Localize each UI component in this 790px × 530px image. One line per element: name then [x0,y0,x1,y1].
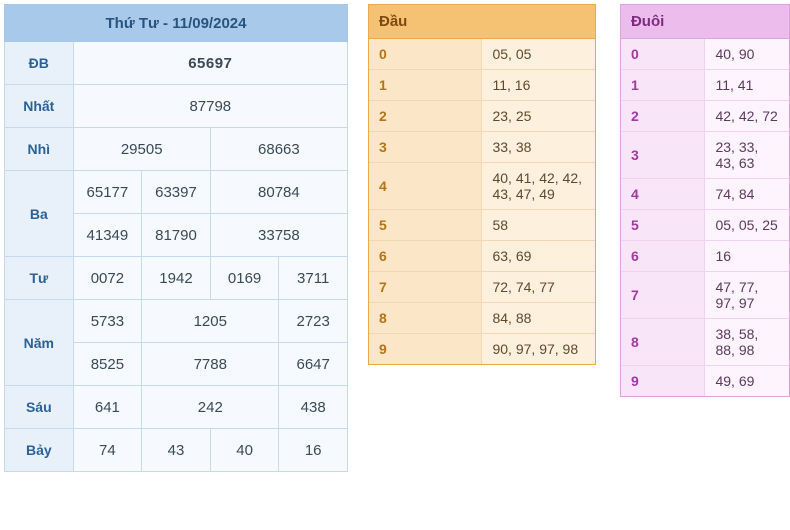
duoi-key-9: 9 [621,366,705,397]
prize-value-bay-2: 43 [142,429,211,472]
row-label-db: ĐB [5,42,74,85]
list-item [369,210,595,241]
list-item [621,39,789,70]
dau-key-6: 6 [369,241,482,272]
dau-key-8: 8 [369,303,482,334]
dau-values-3: 33, 38 [482,132,595,163]
duoi-key-0: 0 [621,39,705,70]
dau-table [369,5,595,364]
list-item [369,163,595,210]
prize-value-sau-3: 438 [279,386,348,429]
prize-value-db: 65697 [73,42,347,85]
dau-header-row [369,5,595,39]
duoi-values-1: 11, 41 [705,70,789,101]
row-label-nhi: Nhì [5,128,74,171]
duoi-header-label: Đuôi [621,5,789,39]
table-row [5,300,348,343]
prize-value-ba-3: 80784 [210,171,347,214]
list-item [369,70,595,101]
prize-value-ba-1: 65177 [73,171,142,214]
prize-value-nhi-2: 68663 [210,128,347,171]
list-item [369,101,595,132]
list-item [621,179,789,210]
dau-key-4: 4 [369,163,482,210]
row-label-sau: Sáu [5,386,74,429]
dau-key-9: 9 [369,334,482,365]
dau-key-2: 2 [369,101,482,132]
dau-key-1: 1 [369,70,482,101]
dau-key-5: 5 [369,210,482,241]
list-item [621,366,789,397]
prize-value-ba-2: 63397 [142,171,211,214]
prize-value-bay-3: 40 [210,429,279,472]
duoi-values-6: 16 [705,241,789,272]
row-label-nhat: Nhất [5,85,74,128]
main-results-panel [0,0,348,472]
list-item [621,272,789,319]
duoi-key-4: 4 [621,179,705,210]
duoi-table [621,5,789,396]
duoi-values-8: 38, 58, 88, 98 [705,319,789,366]
dau-key-3: 3 [369,132,482,163]
prize-value-nam-4: 8525 [73,343,142,386]
prize-value-nhi-1: 29505 [73,128,210,171]
list-item [369,39,595,70]
duoi-key-2: 2 [621,101,705,132]
duoi-key-3: 3 [621,132,705,179]
row-label-tu: Tư [5,257,74,300]
prize-value-ba-5: 81790 [142,214,211,257]
list-item [621,210,789,241]
main-results-table [4,4,348,472]
duoi-key-1: 1 [621,70,705,101]
list-item [369,303,595,334]
duoi-key-5: 5 [621,210,705,241]
dau-panel [368,4,596,365]
list-item [369,241,595,272]
duoi-key-7: 7 [621,272,705,319]
list-item [369,132,595,163]
prize-value-tu-4: 3711 [279,257,348,300]
table-row [5,128,348,171]
table-row [5,42,348,85]
duoi-values-4: 74, 84 [705,179,789,210]
prize-value-nam-2: 1205 [142,300,279,343]
dau-values-0: 05, 05 [482,39,595,70]
table-row [5,171,348,214]
duoi-values-5: 05, 05, 25 [705,210,789,241]
prize-value-nam-1: 5733 [73,300,142,343]
prize-value-ba-6: 33758 [210,214,347,257]
prize-value-sau-1: 641 [73,386,142,429]
list-item [369,272,595,303]
dau-header-label: Đầu [369,5,595,39]
prize-value-bay-1: 74 [73,429,142,472]
dau-key-7: 7 [369,272,482,303]
prize-value-sau-2: 242 [142,386,279,429]
dau-values-2: 23, 25 [482,101,595,132]
table-header-row [5,5,348,42]
row-label-ba: Ba [5,171,74,257]
duoi-values-2: 42, 42, 72 [705,101,789,132]
list-item [621,241,789,272]
dau-values-4: 40, 41, 42, 42, 43, 47, 49 [482,163,595,210]
list-item [369,334,595,365]
dau-values-9: 90, 97, 97, 98 [482,334,595,365]
prize-value-nam-3: 2723 [279,300,348,343]
duoi-header-row [621,5,789,39]
list-item [621,319,789,366]
prize-value-nhat: 87798 [73,85,347,128]
duoi-values-7: 47, 77, 97, 97 [705,272,789,319]
duoi-values-9: 49, 69 [705,366,789,397]
duoi-values-0: 40, 90 [705,39,789,70]
prize-value-bay-4: 16 [279,429,348,472]
prize-value-tu-2: 1942 [142,257,211,300]
duoi-values-3: 23, 33, 43, 63 [705,132,789,179]
dau-values-5: 58 [482,210,595,241]
list-item [621,101,789,132]
prize-value-nam-6: 6647 [279,343,348,386]
table-row [5,85,348,128]
duoi-key-6: 6 [621,241,705,272]
duoi-panel [620,4,790,397]
results-title: Thứ Tư - 11/09/2024 [5,5,348,42]
list-item [621,132,789,179]
dau-values-7: 72, 74, 77 [482,272,595,303]
prize-value-ba-4: 41349 [73,214,142,257]
row-label-nam: Năm [5,300,74,386]
list-item [621,70,789,101]
table-row [5,386,348,429]
dau-values-1: 11, 16 [482,70,595,101]
row-label-bay: Bảy [5,429,74,472]
duoi-key-8: 8 [621,319,705,366]
prize-value-nam-5: 7788 [142,343,279,386]
prize-value-tu-1: 0072 [73,257,142,300]
dau-key-0: 0 [369,39,482,70]
table-row [5,257,348,300]
table-row [5,429,348,472]
dau-values-8: 84, 88 [482,303,595,334]
dau-values-6: 63, 69 [482,241,595,272]
prize-value-tu-3: 0169 [210,257,279,300]
